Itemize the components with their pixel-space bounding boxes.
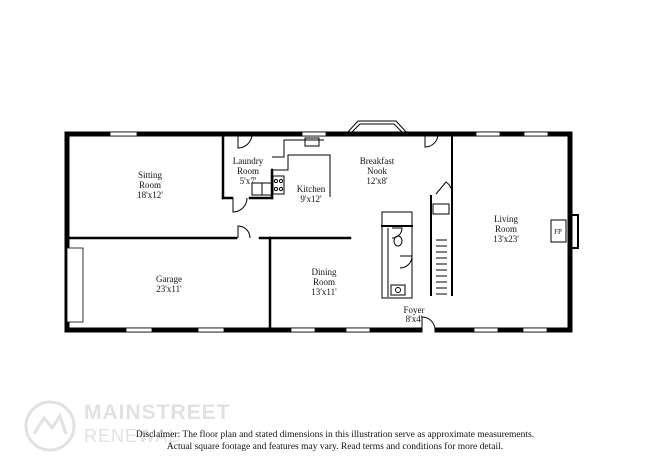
fireplace — [551, 215, 578, 248]
laundry-room-label-2: Room — [236, 166, 260, 176]
doors — [233, 134, 452, 330]
garage-dims: 23'x11' — [156, 284, 182, 294]
dining-room-label-1: Dining — [311, 267, 337, 277]
living-room-label-2: Room — [494, 224, 518, 234]
dining-room-dims: 13'x11' — [311, 287, 337, 297]
foyer-dims: 8'x4' — [405, 314, 423, 324]
bath-fixtures — [391, 236, 405, 295]
dining-room-label-2: Room — [312, 277, 336, 287]
brand-logo-icon — [22, 398, 78, 454]
watermark-sub-text: RENEWAL — [84, 426, 180, 446]
sitting-room-label-1: Sitting — [137, 170, 163, 180]
kitchen-label: Kitchen — [296, 184, 326, 194]
breakfast-nook-dims: 12'x8' — [366, 176, 388, 186]
watermark-brand-text: MAINSTREET — [84, 401, 231, 424]
laundry-room-dims: 5'x7' — [239, 176, 257, 186]
sitting-room-dims: 18'x12' — [137, 190, 163, 200]
kitchen-dims: 9'x12' — [300, 194, 322, 204]
windows — [67, 121, 548, 332]
disclaimer-line-2: Actual square footage and features may vary. Read terms and conditions for more detail. — [166, 442, 504, 452]
garage-label: Garage — [156, 274, 182, 284]
foyer-label: Foyer — [403, 305, 425, 315]
laundry-room-label-1: Laundry — [232, 156, 264, 166]
breakfast-nook-label-2: Nook — [367, 166, 387, 176]
living-room-label-1: Living — [494, 214, 518, 224]
disclaimer — [100, 429, 570, 453]
stairs — [433, 204, 449, 294]
breakfast-nook-label-1: Breakfast — [359, 156, 395, 166]
sitting-room-label-2: Room — [138, 180, 162, 190]
room-labels — [137, 156, 519, 324]
living-room-dims: 13'x23' — [493, 234, 519, 244]
disclaimer-line-1: Disclaimer: The floor plan and stated dimensions in this illustration serve as approximate measurements. — [135, 430, 535, 440]
fireplace-label: FP — [554, 228, 562, 236]
